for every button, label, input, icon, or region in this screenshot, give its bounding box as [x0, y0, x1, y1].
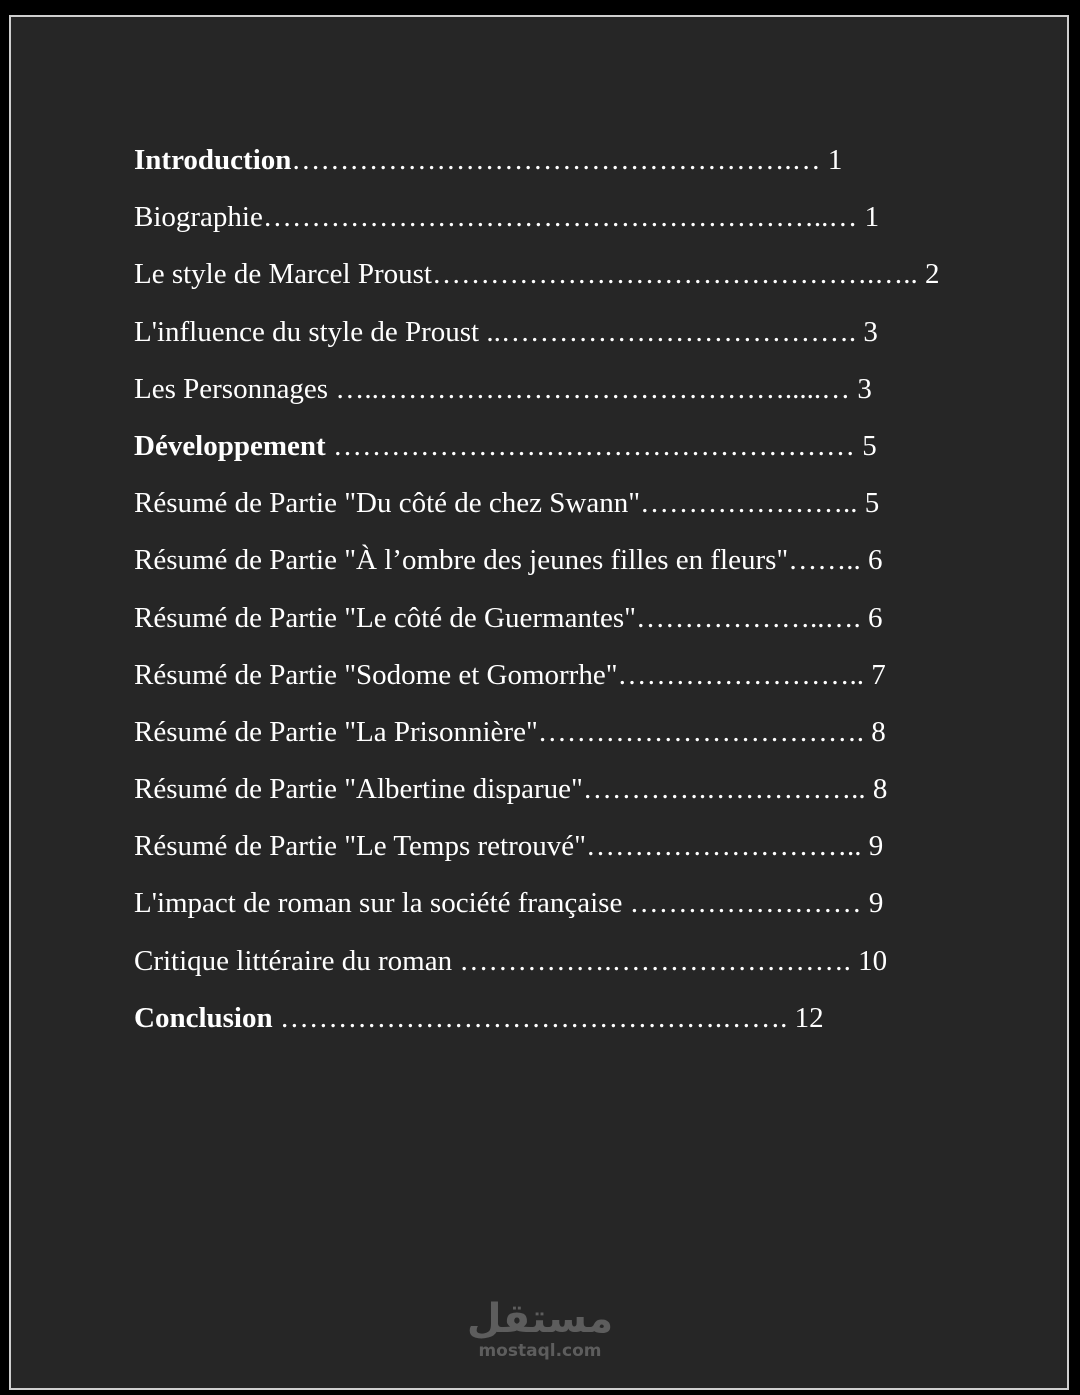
watermark-logo: مستقل: [466, 1296, 614, 1342]
toc-entry-title: Résumé de Partie "Le Temps retrouvé": [134, 830, 586, 863]
toc-entry-leader: ……..: [788, 544, 868, 577]
toc-entry-page-number: 1: [864, 201, 880, 234]
toc-entry-title: Résumé de Partie "Sodome et Gomorrhe": [134, 658, 618, 691]
toc-entry: [134, 770, 994, 827]
watermark-url: mostaql.com: [478, 1341, 602, 1361]
toc-entry-page-number: 6: [868, 601, 883, 634]
table-of-contents: [134, 141, 994, 1056]
toc-entry-title: Résumé de Partie "La Prisonnière": [134, 715, 538, 748]
toc-entry-leader: …………………………………………………..…: [262, 201, 865, 234]
toc-entry-title: Les Personnages: [134, 372, 336, 405]
toc-entry-title: Conclusion: [134, 1001, 280, 1034]
toc-entry-leader: ..……………………………….: [486, 315, 864, 348]
toc-entry-page-number: 9: [868, 887, 884, 920]
toc-entry-page-number: 6: [868, 544, 883, 577]
toc-entry: [134, 484, 994, 541]
toc-entry: [134, 541, 994, 598]
toc-entry-page-number: 3: [857, 372, 872, 405]
toc-entry-page-number: 5: [862, 429, 877, 462]
toc-entry-title: Résumé de Partie "Albertine disparue": [134, 773, 583, 806]
toc-entry-leader: …………………..: [640, 487, 865, 520]
toc-entry: [134, 313, 994, 370]
toc-entry: [134, 599, 994, 656]
toc-entry-title: L'impact de roman sur la société française: [134, 887, 630, 920]
toc-entry-leader: ………………..….: [636, 601, 868, 634]
toc-entry-leader: ………………………………………………: [332, 429, 863, 462]
toc-entry-leader: …………………………………………….…: [291, 144, 828, 176]
toc-entry-leader: ………….……………..: [582, 773, 873, 806]
toc-entry-title: Développement: [134, 429, 333, 462]
toc-entry-page-number: 3: [863, 315, 878, 348]
toc-entry-leader: ……………………………………….…….: [279, 1001, 795, 1034]
toc-entry-page-number: 2: [924, 258, 940, 291]
toc-entry-page-number: 7: [871, 658, 886, 691]
toc-entry: [134, 198, 994, 255]
toc-entry-leader: ………………………..: [585, 830, 869, 863]
toc-entry-page-number: 8: [872, 773, 888, 806]
toc-entry-title: Critique littéraire du roman: [134, 944, 460, 977]
toc-entry-leader: …..…………………………………….....…: [335, 372, 858, 405]
toc-entry-page-number: 5: [864, 487, 880, 520]
mostaql-watermark: [0, 1297, 1080, 1361]
toc-entry-title: Le style de Marcel Proust: [134, 258, 432, 291]
toc-entry: [134, 255, 994, 312]
toc-entry-page-number: 12: [794, 1001, 824, 1034]
toc-entry-title: Résumé de Partie "Le côté de Guermantes": [134, 601, 636, 634]
toc-entry-leader: …………………………….: [537, 715, 872, 748]
toc-entry: [134, 141, 994, 198]
toc-entry-leader: ……………………………………….…..: [431, 258, 925, 291]
toc-entry-title: Introduction: [134, 144, 292, 176]
toc-entry-page-number: 9: [868, 830, 884, 863]
toc-entry-title: Résumé de Partie "Du côté de chez Swann": [134, 487, 641, 520]
toc-entry-title: L'influence du style de Proust: [134, 315, 487, 348]
toc-entry-leader: …………….…………………….: [459, 944, 859, 977]
toc-entry: [134, 999, 994, 1056]
toc-entry: [134, 884, 994, 941]
toc-entry-page-number: 8: [871, 715, 886, 748]
toc-entry-leader: ……………………: [629, 887, 869, 920]
toc-entry-leader: ……………………..: [617, 658, 872, 691]
toc-entry: [134, 827, 994, 884]
document-page: [9, 15, 1069, 1390]
toc-entry: [134, 427, 994, 484]
toc-entry-title: Résumé de Partie "À l’ombre des jeunes filles en fleurs": [134, 544, 789, 577]
toc-entry-page-number: 1: [827, 144, 843, 176]
toc-entry: [134, 656, 994, 713]
toc-entry-title: Biographie: [134, 201, 263, 234]
toc-entry-page-number: 10: [858, 944, 888, 977]
toc-entry: [134, 713, 994, 770]
toc-entry: [134, 370, 994, 427]
toc-entry: [134, 942, 994, 999]
